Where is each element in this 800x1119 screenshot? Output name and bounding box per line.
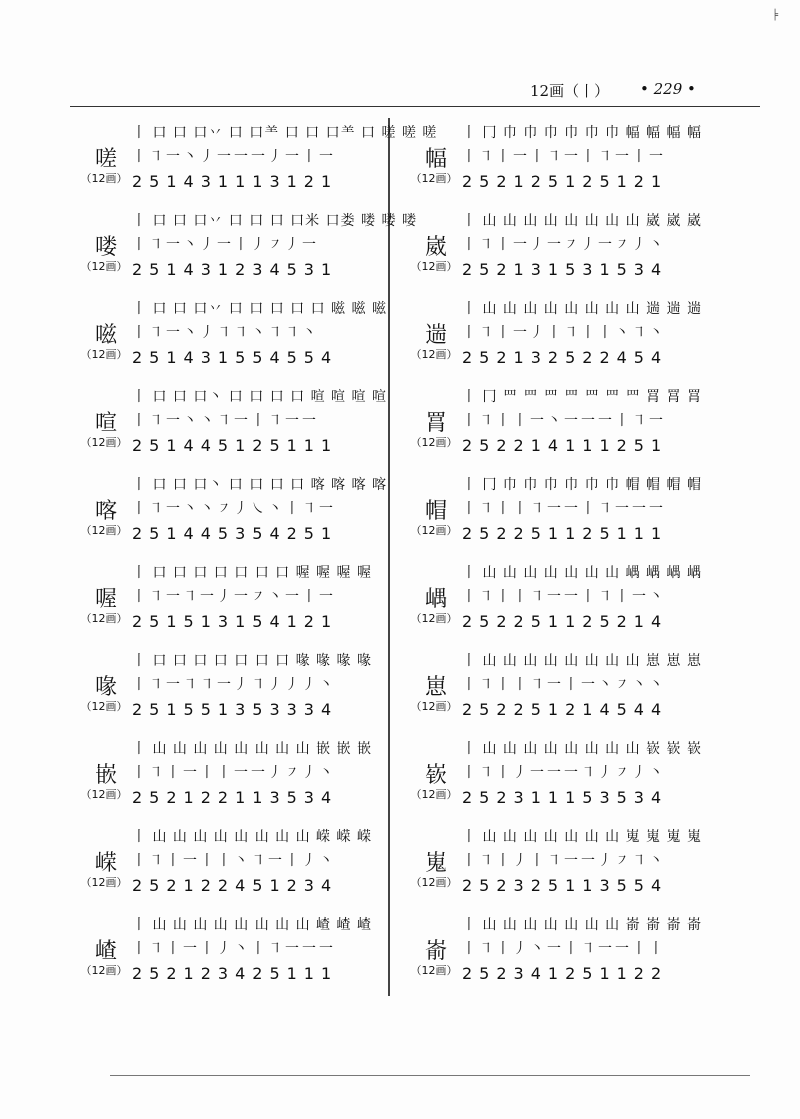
character-entry — [70, 206, 417, 294]
stroke-sequence: 丨㇕丨一丨丨一一丿㇇丿丶 — [132, 765, 336, 781]
character-entry — [400, 646, 730, 734]
head-character: 嗟 — [94, 147, 117, 172]
character-entry — [400, 118, 730, 206]
stroke-count-tag: （12画） — [410, 172, 458, 185]
head-character: 喽 — [94, 235, 117, 260]
head-character: 嵎 — [424, 587, 447, 612]
stroke-count-tag: （12画） — [80, 612, 128, 625]
stroke-sequence: 丨㇕丨丨㇕一一丨㇕丨一丶 — [462, 589, 666, 605]
character-entry — [400, 294, 730, 382]
character-entry — [400, 558, 730, 646]
head-character: 嵬 — [424, 851, 447, 876]
stroke-count-tag: （12画） — [410, 964, 458, 977]
stroke-count-tag: （12画） — [80, 876, 128, 889]
stroke-progression: 丨 口 口 口 口 口 口 口 喙 喙 喙 喙 — [132, 653, 372, 669]
stroke-count-tag: （12画） — [80, 348, 128, 361]
head-character: 嗞 — [94, 323, 117, 348]
stroke-count-tag: （12画） — [410, 612, 458, 625]
head-character: 嵖 — [94, 939, 117, 964]
character-entry — [70, 910, 400, 998]
stroke-codes: 252131531534 — [462, 260, 669, 279]
page-number: • 229 • — [640, 80, 696, 98]
head-character: 崴 — [424, 235, 447, 260]
character-entry — [400, 382, 730, 470]
stroke-progression: 丨 山 山 山 山 山 山 山 山 遄 遄 遄 — [462, 301, 702, 317]
stroke-count-tag: （12画） — [410, 700, 458, 713]
stroke-sequence: 丨㇕一丶丿一丨丿㇇丿一 — [132, 237, 319, 253]
stroke-codes: 252123425111 — [132, 964, 339, 983]
head-character: 喀 — [94, 499, 117, 524]
character-entry — [70, 734, 400, 822]
stroke-codes: 252311153534 — [462, 788, 669, 807]
stroke-codes: 252251214544 — [462, 700, 669, 719]
stroke-count-tag: （12画） — [80, 524, 128, 537]
head-character: 嵌 — [94, 763, 117, 788]
stroke-progression: 丨 山 山 山 山 山 山 山 嵬 嵬 嵬 嵬 — [462, 829, 702, 845]
stroke-sequence: 丨㇕丨丨㇕一丨一丶㇇丶丶 — [462, 677, 666, 693]
stroke-sequence: 丨㇕丨一丨丨丶㇕一丨丿丶 — [132, 853, 336, 869]
stroke-codes: 252122451234 — [132, 876, 339, 895]
stroke-progression: 丨 口 口 口 口 口 口 口 喔 喔 喔 喔 — [132, 565, 372, 581]
stroke-progression: 丨 山 山 山 山 山 山 山 山 嵘 嵘 嵘 — [132, 829, 372, 845]
head-character: 嵚 — [424, 763, 447, 788]
stroke-codes: 252214111251 — [462, 436, 669, 455]
stroke-count-tag: （12画） — [80, 964, 128, 977]
stroke-count-tag: （12画） — [410, 788, 458, 801]
stroke-codes: 252325113554 — [462, 876, 669, 895]
stroke-count-tag: （12画） — [410, 524, 458, 537]
stroke-progression: 丨 山 山 山 山 山 山 山 山 嵌 嵌 嵌 — [132, 741, 372, 757]
head-character: 崽 — [424, 675, 447, 700]
stroke-sequence: 丨㇕丨丨一丶一一一丨㇕一 — [462, 413, 666, 429]
stroke-codes: 251445354251 — [132, 524, 339, 543]
stroke-sequence: 丨㇕一㇕㇕一丿㇕丿丿丿丶 — [132, 677, 336, 693]
stroke-codes: 252122113534 — [132, 788, 339, 807]
stroke-count-tag: （12画） — [80, 788, 128, 801]
stroke-progression: 丨 山 山 山 山 山 山 山 山 嵚 嵚 嵚 — [462, 741, 702, 757]
stroke-progression: 丨 口 口 口丶 口 口 口 口 喧 喧 喧 喧 — [132, 389, 387, 405]
character-entry — [70, 294, 400, 382]
character-entry — [400, 822, 730, 910]
stroke-sequence: 丨㇕丨丨㇕一一丨㇕一一一 — [462, 501, 666, 517]
stroke-progression: 丨 口 口 口丷 口 口 口 口 口 嗞 嗞 嗞 — [132, 301, 387, 317]
character-entry — [70, 646, 400, 734]
stroke-sequence: 丨㇕一丶丿㇕㇕丶㇕㇕丶 — [132, 325, 319, 341]
character-entry — [70, 382, 400, 470]
character-entry — [400, 734, 730, 822]
scan-corner-mark: ╞ — [772, 10, 779, 21]
character-entry — [400, 910, 730, 998]
left-column — [70, 118, 438, 998]
stroke-codes: 252251125214 — [462, 612, 669, 631]
character-entry — [400, 206, 730, 294]
stroke-codes: 251431554554 — [132, 348, 339, 367]
stroke-count-tag: （12画） — [410, 260, 458, 273]
stroke-progression: 丨 冂 巾 巾 巾 巾 巾 巾 帽 帽 帽 帽 — [462, 477, 702, 493]
head-character: 罥 — [424, 411, 447, 436]
stroke-progression: 丨 口 口 口丷 口 口⺷ 口 口 口⺷ 口 嗟 嗟 嗟 — [132, 125, 438, 141]
footer-rule — [110, 1075, 750, 1076]
stroke-count-tag: （12画） — [410, 876, 458, 889]
head-character: 嵘 — [94, 851, 117, 876]
stroke-sequence: 丨㇕丨丿一一一㇕丿㇇丿丶 — [462, 765, 666, 781]
stroke-count-tag: （12画） — [80, 700, 128, 713]
stroke-progression: 丨 山 山 山 山 山 山 山 嵎 嵎 嵎 嵎 — [462, 565, 702, 581]
stroke-progression: 丨 口 口 口丷 口 口 口 口米 口娄 喽 喽 喽 — [132, 213, 417, 229]
head-character: 喧 — [94, 411, 117, 436]
stroke-codes: 252341251122 — [462, 964, 669, 983]
head-character: 喙 — [94, 675, 117, 700]
page-header — [70, 76, 760, 106]
stroke-sequence: 丨㇕一丶丿一一一丿一丨一 — [132, 149, 336, 165]
head-character: 幅 — [424, 147, 447, 172]
character-entry — [400, 470, 730, 558]
stroke-sequence: 丨㇕丨一丿一㇇丿一㇇丿丶 — [462, 237, 666, 253]
stroke-codes: 251431113121 — [132, 172, 339, 191]
stroke-codes: 251513154121 — [132, 612, 339, 631]
head-character: 喔 — [94, 587, 117, 612]
character-entry — [70, 118, 438, 206]
stroke-codes: 252251125111 — [462, 524, 669, 543]
stroke-sequence: 丨㇕丨一丨㇕一丨㇕一丨一 — [462, 149, 666, 165]
stroke-progression: 丨 山 山 山 山 山 山 山 山 崽 崽 崽 — [462, 653, 702, 669]
stroke-count-tag: （12画） — [410, 348, 458, 361]
stroke-count-tag: （12画） — [80, 436, 128, 449]
stroke-count-tag: （12画） — [410, 436, 458, 449]
stroke-sequence: 丨㇕一丶丶㇇丿㇏丶丨㇕一 — [132, 501, 336, 517]
stroke-progression: 丨 冂 巾 巾 巾 巾 巾 巾 幅 幅 幅 幅 — [462, 125, 702, 141]
stroke-sequence: 丨㇕一丶丶㇕一丨㇕一一 — [132, 413, 319, 429]
section-title: 12画（丨） — [530, 82, 610, 100]
stroke-sequence: 丨㇕一㇕一丿一㇇丶一丨一 — [132, 589, 336, 605]
stroke-count-tag: （12画） — [80, 172, 128, 185]
stroke-progression: 丨 口 口 口丶 口 口 口 口 喀 喀 喀 喀 — [132, 477, 387, 493]
stroke-count-tag: （12画） — [80, 260, 128, 273]
stroke-codes: 252132522454 — [462, 348, 669, 367]
stroke-codes: 252125125121 — [462, 172, 669, 191]
character-entry — [70, 558, 400, 646]
head-character: 嵛 — [424, 939, 447, 964]
stroke-codes: 251431234531 — [132, 260, 339, 279]
stroke-sequence: 丨㇕丨一丿丨㇕丨丨丶㇕丶 — [462, 325, 666, 341]
stroke-sequence: 丨㇕丨丿丨㇕一一丿㇇㇕丶 — [462, 853, 666, 869]
stroke-codes: 251551353334 — [132, 700, 339, 719]
stroke-sequence: 丨㇕丨一丨丿丶丨㇕一一一 — [132, 941, 336, 957]
stroke-progression: 丨 山 山 山 山 山 山 山 嵛 嵛 嵛 嵛 — [462, 917, 702, 933]
stroke-progression: 丨 山 山 山 山 山 山 山 山 崴 崴 崴 — [462, 213, 702, 229]
character-entry — [70, 470, 400, 558]
head-character: 帽 — [424, 499, 447, 524]
character-entry — [70, 822, 400, 910]
stroke-progression: 丨 冂 罒 罒 罒 罒 罒 罒 罒 罥 罥 罥 — [462, 389, 702, 405]
stroke-sequence: 丨㇕丨丿丶一丨㇕一一丨丨 — [462, 941, 666, 957]
head-character: 遄 — [424, 323, 447, 348]
stroke-progression: 丨 山 山 山 山 山 山 山 山 嵖 嵖 嵖 — [132, 917, 372, 933]
stroke-codes: 251445125111 — [132, 436, 339, 455]
header-rule — [70, 106, 760, 107]
right-column — [400, 118, 730, 998]
